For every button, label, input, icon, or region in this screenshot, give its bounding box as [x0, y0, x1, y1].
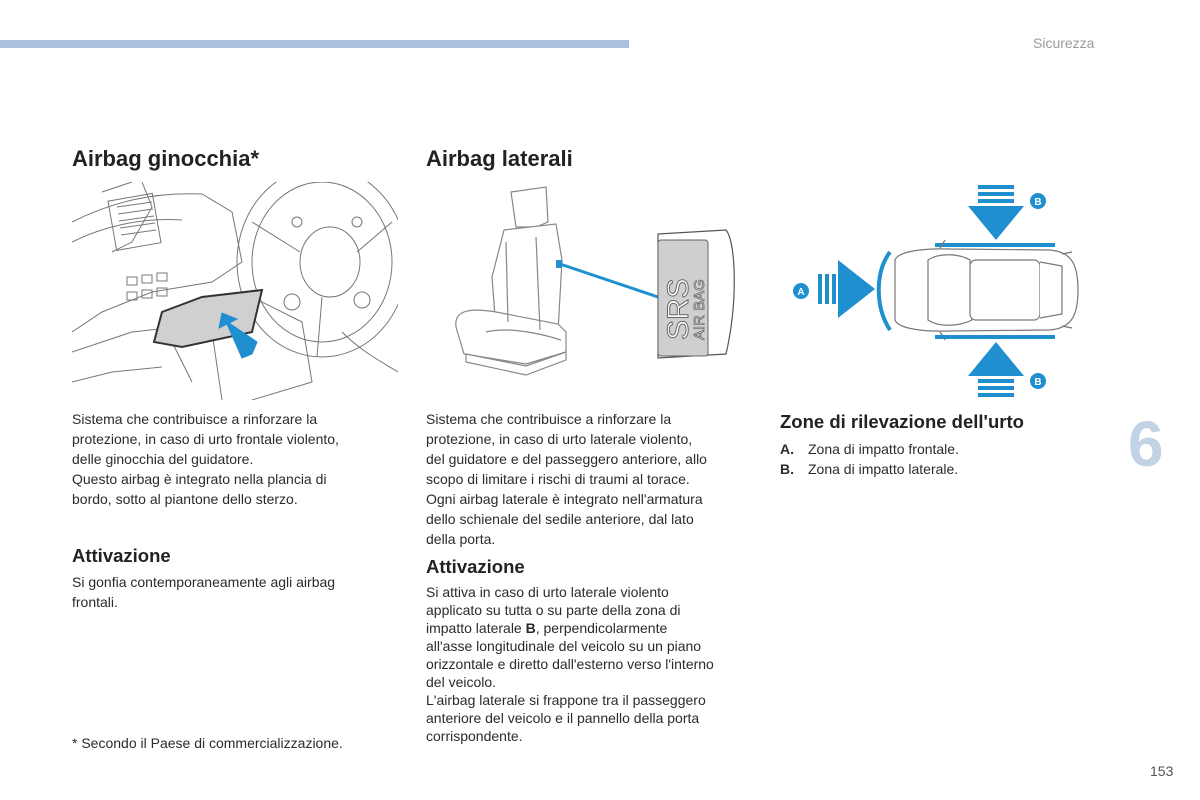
legend-item-a: A. Zona di impatto frontale.: [780, 441, 959, 457]
footnote: * Secondo il Paese di commercializzazione.: [72, 735, 343, 751]
impact-zones-title: Zone di rilevazione dell'urto: [780, 411, 1024, 432]
marker-a-label: A: [797, 287, 805, 298]
side-zone-line-bottom: [935, 335, 1055, 339]
legend-item-b: B. Zona di impatto laterale.: [780, 460, 959, 477]
lateral-activation-title: Attivazione: [426, 556, 525, 577]
seat-drawing: [456, 187, 566, 375]
marker-b-bottom-label: B: [1034, 377, 1042, 388]
page-number: 153: [1150, 763, 1174, 779]
chapter-number: 6: [1128, 408, 1164, 480]
knee-activation-title: Attivazione: [72, 545, 171, 566]
front-zone-arc: [879, 252, 890, 330]
car-top-view: [895, 240, 1078, 340]
airbag-location-marker: [556, 260, 562, 268]
knee-airbag-title: Airbag ginocchia*: [72, 146, 260, 171]
lateral-activation-text: Si attiva in caso di urto laterale violento applicato su tutta o su parte della zona di impatto laterale B, perpendicolarmente all'asse longitudinale del veicolo su un piano orizzontale e diretto dall'esterno verso l'interno del veicolo. L'airbag laterale si frappone tra il passeggero anteriore del veicolo e il pannello della porta corrispondente.: [426, 584, 714, 744]
header-accent-bar: [0, 40, 629, 48]
dashboard-drawing: [72, 182, 398, 400]
knee-airbag-illustration: [72, 182, 398, 400]
side-impact-arrow-top: [968, 185, 1024, 240]
frontal-impact-arrow: [818, 260, 875, 318]
lateral-description: Sistema che contribuisce a rinforzare la protezione, in caso di urto laterale violento, del guidatore e del passeggero anteriore, allo scopo di limitare i rischi di traumi al torace. Ogni airbag laterale è integrato nell'armatura dello schienale del sedile anteriore, dal lato della porta.: [426, 411, 707, 547]
impact-zones-legend: [780, 440, 959, 479]
marker-b-top-label: B: [1034, 197, 1042, 208]
knee-activation-text: Si gonfia contemporaneamente agli airbag frontali.: [72, 574, 336, 610]
side-impact-arrow-bottom: [968, 342, 1024, 397]
airbag-badge-text: AIR BAG: [691, 279, 708, 340]
srs-badge-text: SRS: [662, 278, 695, 340]
lateral-airbag-illustration: [426, 182, 746, 382]
impact-zones-diagram: [780, 182, 1100, 400]
lateral-airbag-title: Airbag laterali: [426, 146, 573, 171]
section-label: Sicurezza: [1033, 35, 1095, 51]
knee-description: Sistema che contribuisce a rinforzare la protezione, in caso di urto frontale violento, delle ginocchia del guidatore. Questo airbag è integrato nella plancia di bordo, sotto al piantone dello sterzo.: [72, 411, 339, 507]
side-zone-line-top: [935, 243, 1055, 247]
airbag-pointer-line: [560, 264, 658, 297]
